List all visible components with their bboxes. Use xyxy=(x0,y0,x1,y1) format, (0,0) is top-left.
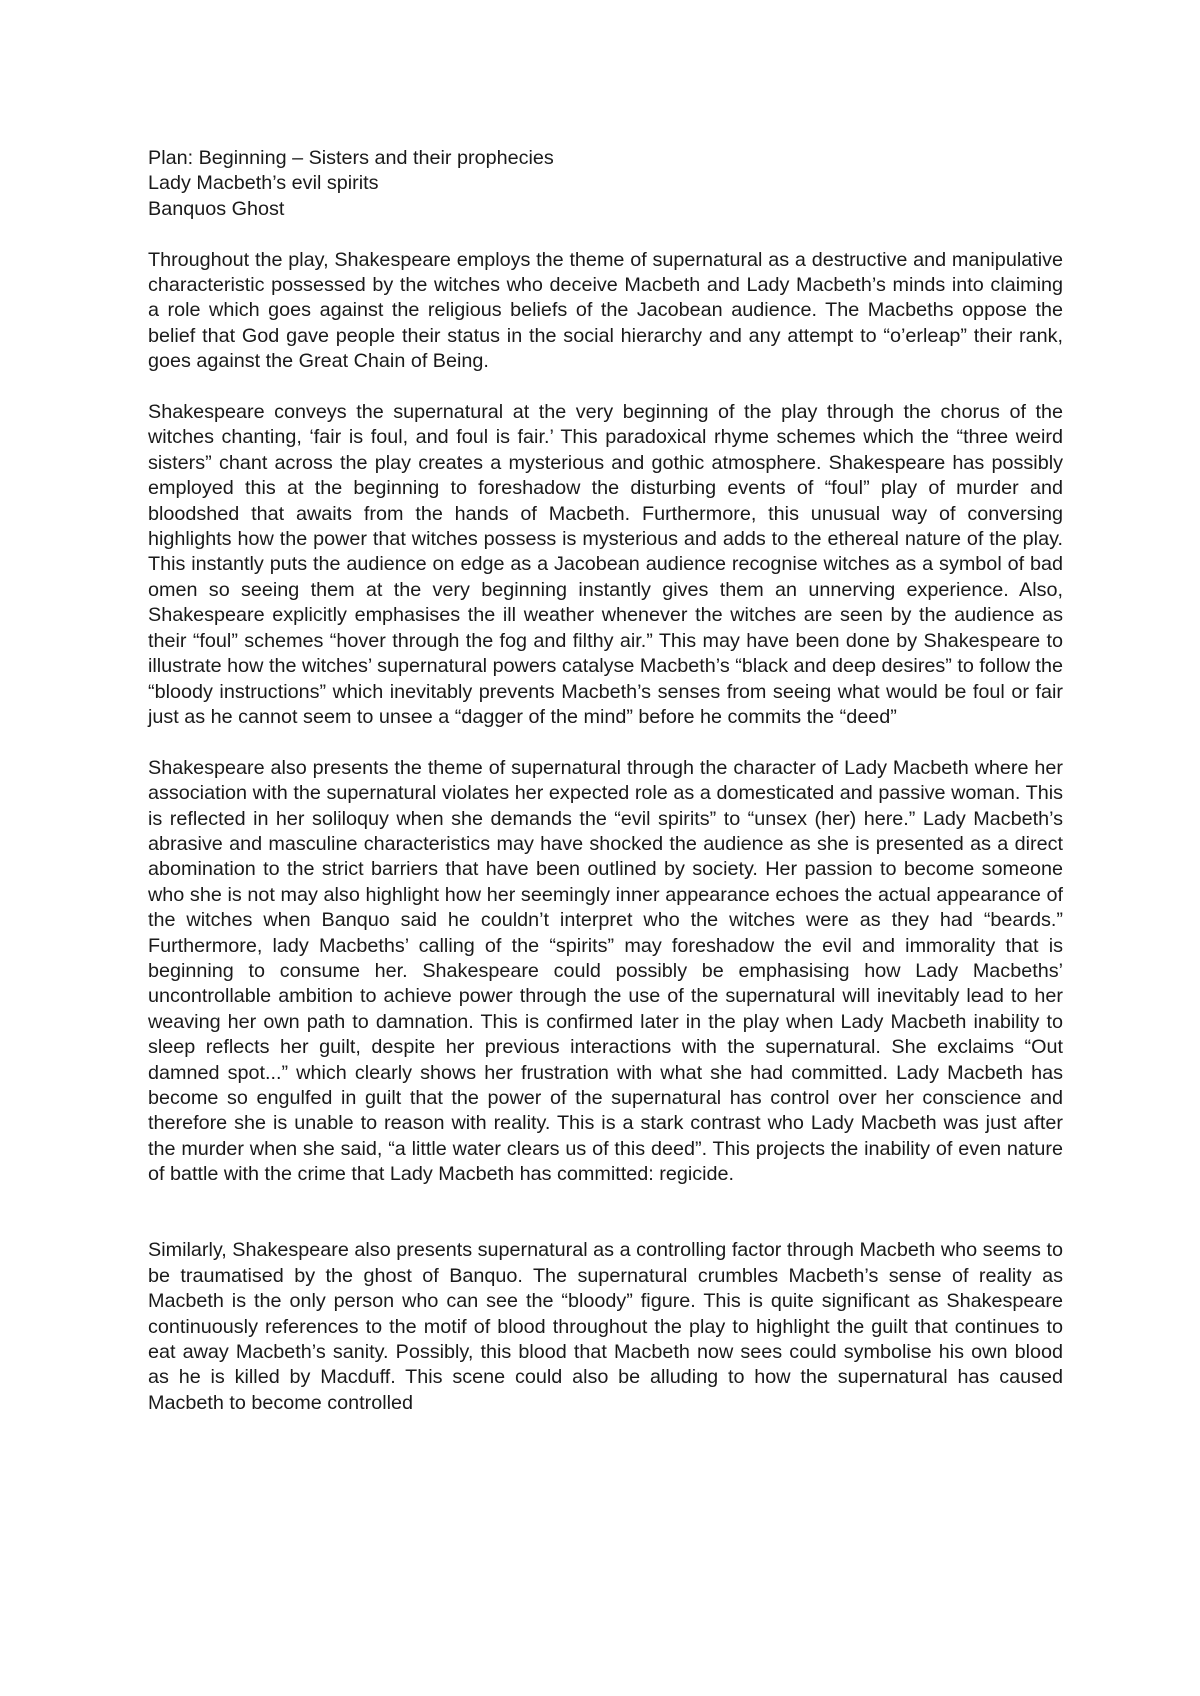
paragraph-introduction: Throughout the play, Shakespeare employs the theme of supernatural as a destructive and manipulative characteristic possessed by the witches who deceive Macbeth and Lady Macbeth’s minds into claiming a role which goes against the religious beliefs of the Jacobean audience. The Macbeths oppose the belief that God gave people their status in the social hierarchy and any attempt to “o’erleap” their rank, goes against the Great Chain of Being. xyxy=(148,248,1063,373)
document-body xyxy=(148,146,1063,1416)
paragraph-spacer xyxy=(148,730,1063,755)
paragraph-spacer xyxy=(148,1188,1063,1239)
paragraph-lady-macbeth: Shakespeare also presents the theme of supernatural through the character of Lady Macbeth where her association with the supernatural violates her expected role as a domesticated and passive woman. This is reflected in her soliloquy when she demands the “evil spirits” to “unsex (her) here.” Lady Macbeth’s abrasive and masculine characteristics may have shocked the audience as she is presented as a direct abomination to the strict barriers that have been outlined by society. Her passion to become someone who she is not may also highlight how her seemingly inner appearance echoes the actual appearance of the witches when Banquo said he couldn’t interpret who the witches were as they had “beards.” Furthermore, lady Macbeths’ calling of the “spirits” may foreshadow the evil and immorality that is beginning to consume her. Shakespeare could possibly be emphasising how Lady Macbeths’ uncontrollable ambition to achieve power through the use of the supernatural will inevitably lead to her weaving her own path to damnation. This is confirmed later in the play when Lady Macbeth inability to sleep reflects her guilt, despite her previous interactions with the supernatural. She exclaims “Out damned spot...” which clearly shows her frustration with what she had committed. Lady Macbeth has become so engulfed in guilt that the power of the supernatural has control over her conscience and therefore she is unable to reason with reality. This is a stark contrast who Lady Macbeth was just after the murder when she said, “a little water clears us of this deed”. This projects the inability of even nature of battle with the crime that Lady Macbeth has committed: regicide. xyxy=(148,756,1063,1186)
paragraph-banquo-ghost: Similarly, Shakespeare also presents supernatural as a controlling factor through Macbeth who seems to be traumatised by the ghost of Banquo. The supernatural crumbles Macbeth’s sense of reality as Macbeth is the only person who can see the “bloody” figure. This is quite significant as Shakespeare continuously references to the motif of blood throughout the play to highlight the guilt that continues to eat away Macbeth’s sanity. Possibly, this blood that Macbeth now sees could symbolise his own blood as he is killed by Macduff. This scene could also be alluding to how the supernatural has caused Macbeth to become controlled xyxy=(148,1239,1063,1414)
paragraph-spacer xyxy=(148,222,1063,247)
paragraph-witches: Shakespeare conveys the supernatural at the very beginning of the play through the chorus of the witches chanting, ‘fair is foul, and foul is fair.’ This paradoxical rhyme schemes which the “three weird sisters” chant across the play creates a mysterious and gothic atmosphere. Shakespeare has possibly employed this at the beginning to foreshadow the disturbing events of “foul” play of murder and bloodshed that awaits from the hands of Macbeth. Furthermore, this unusual way of conversing highlights how the power that witches possess is mysterious and adds to the ethereal nature of the play. This instantly puts the audience on edge as a Jacobean audience recognise witches as a symbol of bad omen so seeing them at the very beginning instantly gives them an unnerving experience. Also, Shakespeare explicitly emphasises the ill weather whenever the witches are seen by the audience as their “foul” schemes “hover through the fog and filthy air.” This may have been done by Shakespeare to illustrate how the witches’ supernatural powers catalyse Macbeth’s “black and deep desires” to follow the “bloody instructions” which inevitably prevents Macbeth’s senses from seeing what would be foul or fair just as he cannot seem to unsee a “dagger of the mind” before he commits the “deed” xyxy=(148,401,1063,728)
paragraph-spacer xyxy=(148,375,1063,400)
plan-item-lady-macbeth: Lady Macbeth’s evil spirits xyxy=(148,172,379,195)
plan-item-banquo: Banquos Ghost xyxy=(148,197,285,220)
plan-heading: Plan: Beginning – Sisters and their prophecies xyxy=(148,147,554,169)
